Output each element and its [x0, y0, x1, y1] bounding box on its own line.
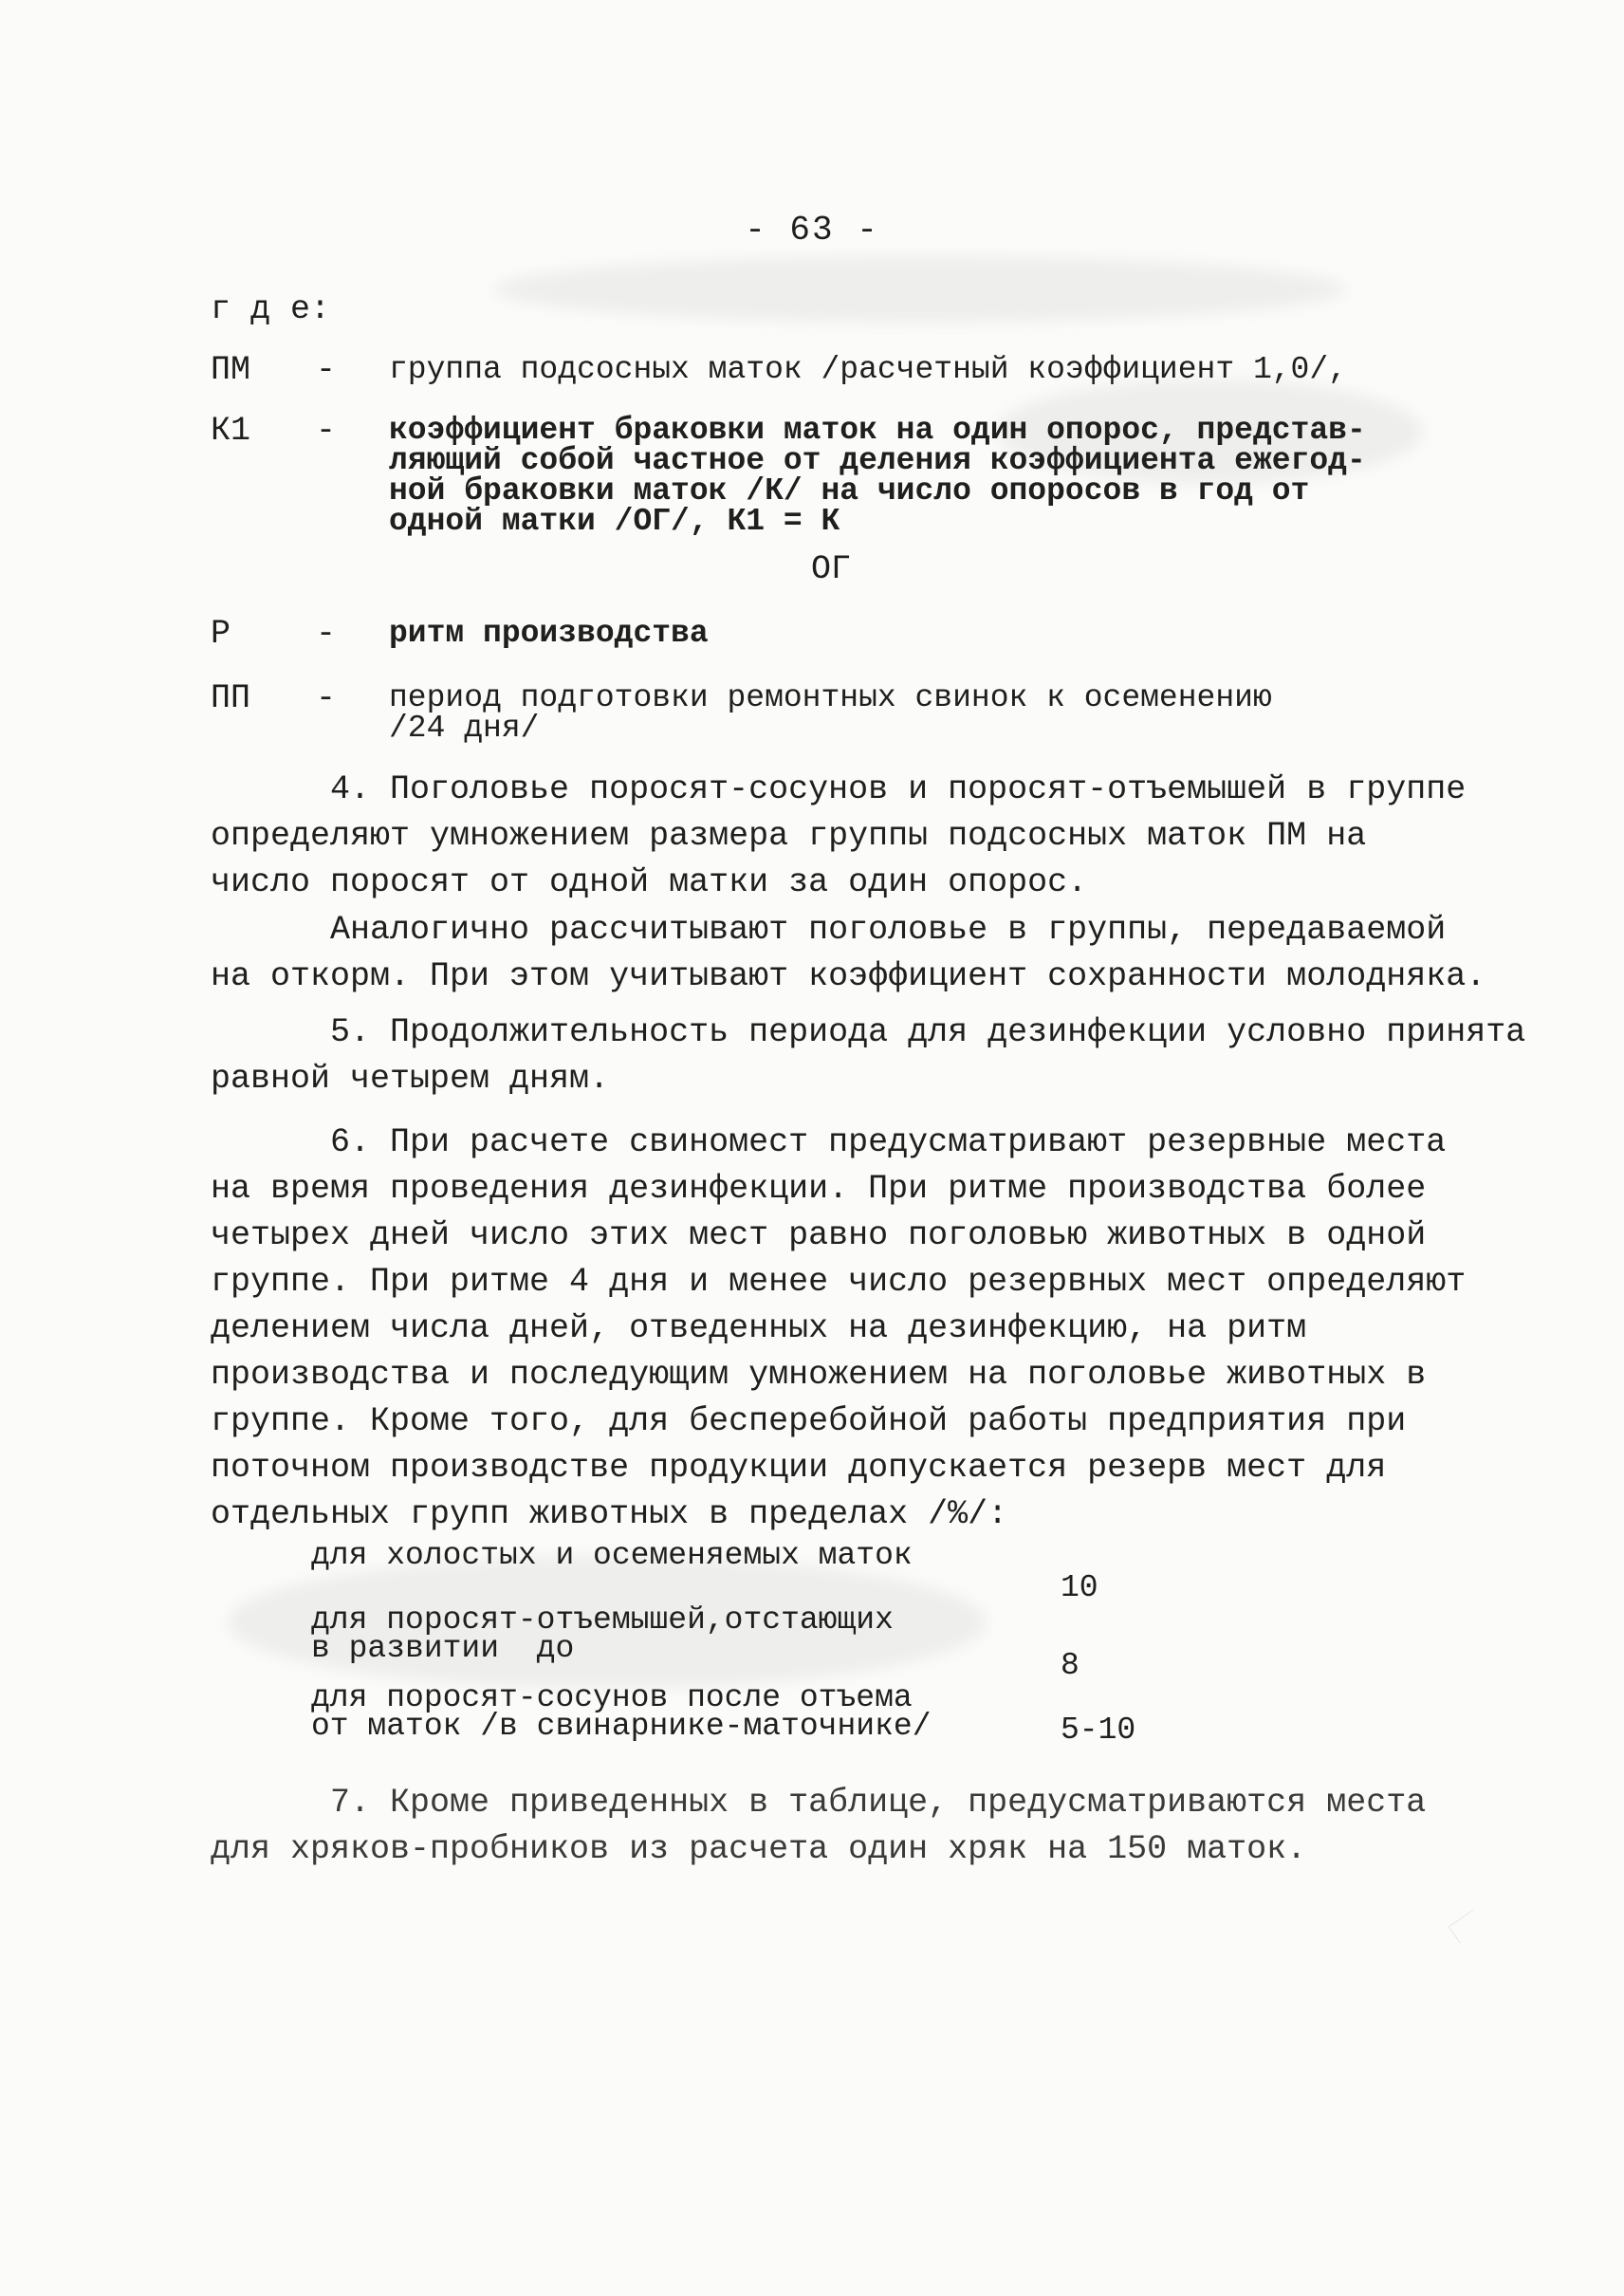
scan-smudge	[493, 256, 1347, 323]
reserve-label: для поросят-отъемышей,отстающих в развитии до	[311, 1602, 894, 1666]
definition-dash: -	[316, 351, 337, 389]
term-pm: ПМ	[211, 351, 251, 389]
definition-dash: -	[316, 679, 337, 717]
definition-pm: группа подсосных маток /расчетный коэффициент 1,0/,	[389, 352, 1347, 387]
reserve-value: 5-10	[1061, 1713, 1136, 1748]
list-item	[311, 1680, 1165, 1749]
paragraph-4-continued: Аналогично рассчитывают поголовье в группы, передаваемой на откорм. При этом учитывают коэффициент сохранности молодняка.	[211, 911, 1486, 995]
definition-dash: -	[316, 412, 337, 450]
paragraph-5: 5. Продолжительность периода для дезинфекции условно принята равной четырем дням.	[211, 1013, 1526, 1098]
reserve-value: 8	[1061, 1648, 1080, 1683]
where-label: г д е:	[211, 290, 331, 328]
term-r: Р	[211, 615, 231, 653]
term-k1: К1	[211, 412, 251, 450]
paragraph-4: 4. Поголовье поросят-сосунов и поросят-отъемышей в группе определяют умножением размера группы подсосных маток ПМ на число поросят от одной матки за один опорос.	[211, 770, 1467, 901]
list-item	[311, 1602, 1165, 1684]
definition-k1: коэффициент браковки маток на один опорос, представ- ляющий собой частное от деления коэффициента ежегод- ной браковки маток /К/ на число опоросов в год от одной матки /ОГ/, К1 = К	[389, 413, 1366, 539]
definition-r: ритм производства	[389, 616, 709, 651]
list-item	[311, 1538, 1165, 1606]
reserve-value: 10	[1061, 1570, 1098, 1605]
reserve-list	[311, 1538, 1165, 1749]
definition-pp: период подготовки ремонтных свинок к осеменению /24 дня/	[389, 680, 1272, 746]
reserve-label: для холостых и осеменяемых маток	[311, 1538, 913, 1573]
reserve-label: для поросят-сосунов после отъема от маток /в свинарнике-маточнике/	[311, 1680, 932, 1744]
definition-dash: -	[316, 615, 337, 653]
page-number: - 63 -	[745, 211, 879, 250]
term-pp: ПП	[211, 679, 251, 717]
paragraph-7: 7. Кроме приведенных в таблице, предусматриваются места для хряков-пробников из расчета один хряк на 150 маток.	[211, 1784, 1427, 1868]
formula-denominator: ОГ	[811, 550, 852, 588]
paragraph-6: 6. При расчете свиномест предусматривают резервные места на время проведения дезинфекции. При ритме производства более четырех дней число этих мест равно поголовью животных в одной группе. При ритме 4 дня и менее число резервных мест определяют делением числа дней, отведенных на дезинфекцию, на ритм производства и последующим умножением на поголовье животных в группе. Кроме того, для бесперебойной работы предприятия при поточном производстве продукции допускается резерв мест для отдельных групп животных в пределах /%/:	[211, 1123, 1467, 1533]
scan-speck	[1449, 1910, 1484, 1943]
